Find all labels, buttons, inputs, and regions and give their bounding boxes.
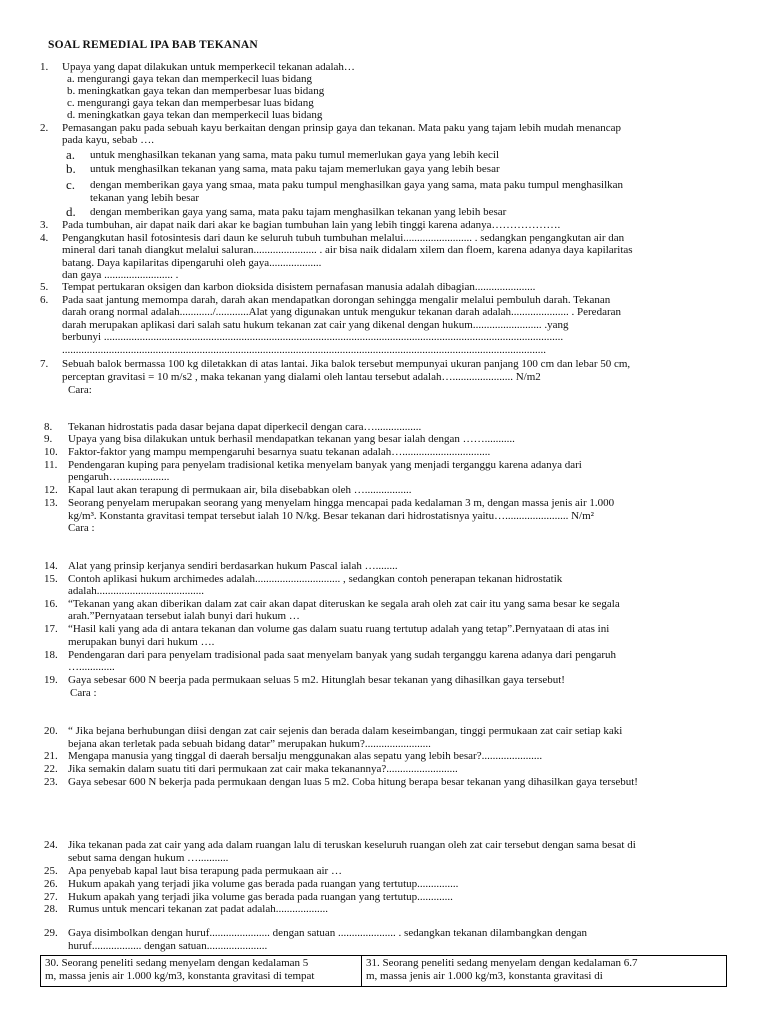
text-line: Pada saat jantung memompa darah, darah akan mendapatkan dorongan sehingga mengalir melalui pembuluh darah. Tekanan [62,294,611,306]
question-number: 21. [44,750,58,762]
question-number: 24. [44,839,58,851]
text-line: tekanan yang lebih besar [90,192,200,204]
text-line: b. meningkatkan gaya tekan dan memperbesar luas bidang [67,85,325,97]
text-line: Contoh aplikasi hukum archimedes adalah............................... , sedangkan contoh penerapan tekanan hidrostatik [68,573,563,585]
text-line: Pengangkutan hasil fotosintesis dari daun ke seluruh tubuh tumbuhan melalui......................... . sedangkan pengangkutan air dan [62,232,625,244]
question-number: 26. [44,878,58,890]
question-number: 25. [44,865,58,877]
text-line: dan gaya ......................... . [62,269,179,281]
text-line: Jika tekanan pada zat cair yang ada dalam ruangan lalu di teruskan keseluruh ruangan oleh zat cair tersebut dengan sama besat di [68,839,636,851]
text-line: batang. Daya kapilaritas dipengaruhi oleh gaya................... [62,257,322,269]
text-line: Hukum apakah yang terjadi jika volume gas berada pada ruangan yang tertutup............... [68,878,459,890]
text-line: Cara: [68,384,92,396]
text-line: Gaya sebesar 600 N bekerja pada permukaan dengan luas 5 m2. Coba hitung berapa besar tekanan yang dihasilkan gaya tersebut! [68,776,638,788]
question-number: 20. [44,725,58,737]
text-line: Upaya yang dapat dilakukan untuk memperkecil tekanan adalah… [62,61,355,73]
question-number: 28. [44,903,58,915]
option-letter: c. [66,177,76,192]
text-line: bejana akan terletak pada sebuah bidang datar” merupakan hukum?........................ [68,738,431,750]
text-line: darah merupakan aplikasi dari salah satu hukum tekanan zat cair yang dikenal dengan hukum......................... .yang [62,319,569,331]
question-number: 13. [44,497,58,509]
text-line: dengan memberikan gaya yang smaa, mata paku tumpul menghasilkan gaya yang sama, mata paku tumpul menghasilkan [90,179,624,191]
text-line: Apa penyebab kapal laut bisa terapung pada permukaan air … [68,865,342,877]
text-line: sebut sama dengan hukum …........... [68,852,229,864]
box-line: 30. Seorang peneliti sedang menyelam dengan kedalaman 5 [45,957,309,969]
question-number: 5. [40,281,49,293]
text-line: huruf.................. dengan satuan...................... [68,940,268,952]
question-box-31 [362,955,727,987]
text-line: Gaya disimbolkan dengan huruf...................... dengan satuan ..................... . sedangkan tekanan dilambangkan dengan [68,927,588,939]
question-number: 1. [40,61,49,73]
question-number: 17. [44,623,58,635]
question-number: 22. [44,763,58,775]
text-line: berbunyi ....................................................................................................................................................................... [62,331,564,343]
question-number: 3. [40,219,49,231]
text-line: d. meningkatkan gaya tekan dan memperkecil luas bidang [67,109,323,121]
question-number: 6. [40,294,49,306]
text-line: Pendengaran dari para penyelam tradisional pada saat menyelam banyak yang sudah terganggu karena adanya dari pengaruh [68,649,617,661]
text-line: arah.”Pernyataan tersebut ialah bunyi dari hukum … [68,610,300,622]
text-line: Pemasangan paku pada sebuah kayu berkaitan dengan prinsip gaya dan tekanan. Mata paku yang tajam lebih mudah menancap [62,122,621,134]
text-line: Hukum apakah yang terjadi jika volume gas berada pada ruangan yang tertutup............. [68,891,453,903]
text-line: “Tekanan yang akan diberikan dalam zat cair akan dapat diteruskan ke segala arah oleh zat cair itu yang sama besar ke segala [68,598,620,610]
text-line: Mengapa manusia yang tinggal di daerah bersalju menggunakan alas sepatu yang lebih besar?...................... [68,750,543,762]
text-line: Seorang penyelam merupakan seorang yang menyelam hingga mencapai pada kedalaman 3 m, dengan massa jenis air 1.000 [68,497,615,509]
text-line: mineral dari tanah diangkut melalui saluran....................... . air bisa naik didalam xilem dan floem, karena adanya daya kapilaritas [62,244,633,256]
text-line: darah orang normal adalah............/............Alat yang digunakan untuk mengukur tekanan darah adalah..................... . Peredaran [62,306,621,318]
option-letter: a. [66,147,76,162]
box-line: m, massa jenis air 1.000 kg/m3, konstanta gravitasi di [366,969,603,982]
text-line: adalah....................................... [68,585,204,597]
question-number: 10. [44,446,58,458]
text-line: kg/m³. Konstanta gravitasi tempat tersebut ialah 10 N/kg. Besar tekanan dari hidrostatisnya yaitu…....................... N/m² [68,510,594,522]
text-line: Sebuah balok bermassa 100 kg diletakkan di atas lantai. Jika balok tersebut mempunyai ukuran panjang 100 cm dan lebar 50 cm, [62,358,631,370]
text-line: pada kayu, sebab …. [62,134,154,146]
text-line: Jika semakin dalam suatu titi dari permukaan zat cair maka tekanannya?.......................... [68,763,458,775]
text-line: Faktor-faktor yang mampu mempengaruhi besarnya suatu tekanan adalah…................................ [68,446,491,458]
text-line: c. mengurangi gaya tekan dan memperbesar luas bidang [67,97,314,109]
question-number: 27. [44,891,58,903]
text-line: merupakan bunyi dari hukum …. [68,636,215,648]
text-line: Pendengaran kuping para penyelam tradisional ketika menyelam banyak yang menjadi terganggu karena adanya dari [68,459,582,471]
box-line: 31. Seorang peneliti sedang menyelam dengan kedalaman 6.7 [366,957,638,969]
question-number: 7. [40,358,49,370]
text-line: …............. [68,661,115,673]
question-number: 12. [44,484,58,496]
text-line: Rumus untuk mencari tekanan zat padat adalah................... [68,903,328,915]
text-line: Cara : [68,522,95,534]
question-number: 23. [44,776,58,788]
question-number: 2. [40,122,49,134]
text-line: perceptan gravitasi = 10 m/s2 , maka tekanan yang dialami oleh lantau tersebut adalah…...................... N/m2 [62,371,541,383]
question-number: 29. [44,927,58,939]
text-line: a. mengurangi gaya tekan dan memperkecil luas bidang [67,73,312,85]
option-letter: b. [66,161,76,176]
question-number: 9. [44,433,53,445]
text-line: Tempat pertukaran oksigen dan karbon dioksida disistem pernafasan manusia adalah dibagian...................... [62,281,536,293]
text-line: Gaya sebesar 600 N beerja pada permukaan seluas 5 m2. Hitunglah besar tekanan yang dihasilkan gaya tersebut! [68,674,565,686]
question-number: 19. [44,674,58,686]
option-letter: d. [66,204,76,219]
question-box-30 [40,955,362,987]
answer-boxes [40,955,727,987]
text-line: “Hasil kali yang ada di antara tekanan dan volume gas dalam suatu ruang tertutup adalah yang tetap”.Pernyataan di atas ini [68,623,610,635]
text-line: Upaya yang bisa dilakukan untuk berhasil mendapatkan tekanan yang besar ialah dengan ……........... [68,433,515,445]
text-line: Pada tumbuhan, air dapat naik dari akar ke bagian tumbuhan lain yang lebih tinggi karena adanya………………. [62,219,561,231]
text-line: dengan memberikan gaya yang sama, mata paku tajam menghasilkan tekanan yang lebih besar [90,206,507,218]
text-line: untuk menghasilkan tekanan yang sama, mata paku tumul memerlukan gaya yang lebih kecil [90,149,500,161]
text-line: untuk menghasilkan tekanan yang sama, mata paku tajam memerlukan gaya yang lebih besar [90,163,500,175]
text-line: “ Jika bejana berhubungan diisi dengan zat cair sejenis dan berada dalam keseimbangan, tinggi permukaan zat cair setiap kaki [68,725,623,737]
question-number: 8. [44,421,53,433]
text-line: Cara : [70,687,97,699]
question-number: 15. [44,573,58,585]
text-line: ................................................................................................................................................................................ [62,344,546,356]
question-number: 14. [44,560,58,572]
question-number: 16. [44,598,58,610]
text-line: Alat yang prinsip kerjanya sendiri berdasarkan hukum Pascal ialah …........ [68,560,398,572]
text-line: Tekanan hidrostatis pada dasar bejana dapat diperkecil dengan cara…................. [68,421,422,433]
question-number: 18. [44,649,58,661]
question-number: 4. [40,232,49,244]
question-number: 11. [44,459,58,471]
text-line: pengaruh….................. [68,471,170,483]
text-line: Kapal laut akan terapung di permukaan air, bila disebabkan oleh …................. [68,484,412,496]
box-line: m, massa jenis air 1.000 kg/m3, konstanta gravitasi di tempat [45,969,315,982]
page-title: SOAL REMEDIAL IPA BAB TEKANAN [48,39,258,51]
